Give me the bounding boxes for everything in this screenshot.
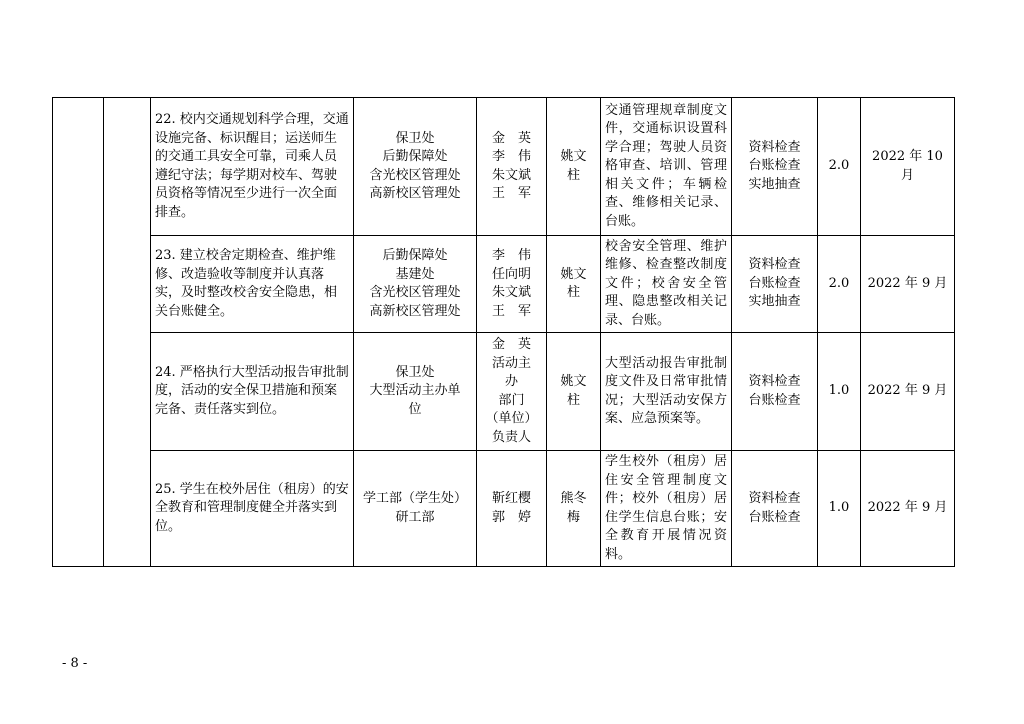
department-cell — [354, 451, 477, 567]
leader-cell-line: 靳红樱 — [491, 491, 531, 506]
table-row — [53, 333, 955, 451]
method-cell-line: 资料检查 — [748, 139, 801, 155]
method-cell-line: 台账检查 — [748, 275, 801, 291]
method-cell-line: 实地抽查 — [748, 294, 801, 310]
materials-cell-text: 交通管理规章制度文件，交通标识设置科学合理；驾驶人员资格审查、培训、管理相关文件；车辆检查、维修相关记录、台账。 — [605, 102, 727, 229]
deadline-cell-text: 2022 年 10 月 — [872, 149, 943, 183]
leader-cell-line: 部门 — [498, 392, 525, 408]
materials-cell — [601, 333, 732, 451]
score-cell — [818, 98, 861, 236]
department-cell — [354, 236, 477, 333]
owner-cell-line: 姚文 — [560, 149, 587, 164]
task-cell-text: 25. 学生在校外居住（租房）的安全教育和管理制度健全并落实到位。 — [155, 481, 349, 534]
category-cell — [53, 98, 104, 567]
method-cell — [732, 451, 818, 567]
owner-cell-line: 姚文 — [560, 374, 587, 389]
leader-cell-line: 李 伟 — [491, 248, 531, 263]
department-cell — [354, 98, 477, 236]
materials-cell — [601, 451, 732, 567]
department-cell-line: 位 — [408, 401, 422, 417]
department-cell-line: 大型活动主办单 — [369, 383, 461, 399]
owner-cell — [547, 333, 601, 451]
materials-cell-text: 校舍安全管理、维护维修、检查整改制度文件；校舍安全管理、隐患整改相关记录、台账。 — [605, 238, 727, 328]
owner-cell — [547, 451, 601, 567]
department-cell-line: 含光校区管理处 — [369, 167, 461, 183]
score-cell — [818, 451, 861, 567]
leader-cell-line: 郭 婷 — [491, 509, 531, 525]
department-cell — [354, 333, 477, 451]
department-cell-line: 含光校区管理处 — [369, 285, 461, 300]
deadline-cell-text: 2022 年 9 月 — [867, 383, 948, 399]
department-cell-line: 保卫处 — [395, 364, 435, 380]
method-cell — [732, 333, 818, 451]
method-cell-line: 资料检查 — [748, 374, 801, 389]
materials-cell-text: 学生校外（租房）居住安全管理制度文件；校外（租房）居住学生信息台账；安全教育开展情况资料。 — [605, 454, 727, 562]
deadline-cell — [861, 451, 955, 567]
owner-cell-line: 姚文 — [560, 266, 587, 282]
table-row — [53, 236, 955, 333]
leader-cell-line: 任向明 — [491, 266, 531, 282]
department-cell-line: 后勤保障处 — [382, 149, 448, 164]
owner-cell-line: 梅 — [566, 509, 580, 525]
leader-cell — [477, 333, 547, 451]
method-cell-line: 实地抽查 — [748, 176, 801, 192]
department-cell-line: 研工部 — [395, 509, 435, 525]
materials-cell — [601, 98, 732, 236]
leader-cell — [477, 451, 547, 567]
method-cell-line: 台账检查 — [748, 158, 801, 174]
table-row — [53, 451, 955, 567]
department-cell-line: 高新校区管理处 — [369, 186, 461, 201]
score-cell-text: 2.0 — [828, 158, 850, 174]
leader-cell-line: 王 军 — [491, 303, 531, 319]
owner-cell-line: 柱 — [566, 167, 580, 183]
leader-cell-line: 朱文斌 — [491, 167, 531, 183]
department-cell-line: 后勤保障处 — [382, 248, 448, 263]
subcategory-cell — [104, 98, 151, 567]
leader-cell-line: 金 英 — [491, 130, 531, 146]
score-cell — [818, 333, 861, 451]
task-cell — [151, 236, 354, 333]
method-cell — [732, 98, 818, 236]
method-cell — [732, 236, 818, 333]
leader-cell — [477, 236, 547, 333]
owner-cell-line: 熊冬 — [560, 491, 587, 506]
leader-cell-line: 金 英 — [491, 337, 531, 352]
owner-cell-line: 柱 — [566, 285, 580, 300]
leader-cell-line: （单位） — [485, 411, 538, 426]
score-cell-text: 1.0 — [828, 383, 850, 399]
leader-cell-line: 活动主 — [491, 355, 531, 371]
department-cell-line: 基建处 — [395, 266, 435, 282]
deadline-cell-text: 2022 年 9 月 — [867, 500, 948, 516]
method-cell-line: 资料检查 — [748, 257, 801, 273]
deadline-cell — [861, 236, 955, 333]
task-cell — [151, 451, 354, 567]
owner-cell-line: 柱 — [566, 392, 580, 408]
evaluation-table — [52, 97, 955, 567]
materials-cell — [601, 236, 732, 333]
task-cell-text: 24. 严格执行大型活动报告审批制度，活动的安全保卫措施和预案完备、责任落实到位。 — [155, 364, 349, 417]
method-cell-line: 台账检查 — [748, 392, 801, 408]
score-cell-text: 2.0 — [828, 275, 850, 291]
materials-cell-text: 大型活动报告审批制度文件及日常审批情况；大型活动安保方案、应急预案等。 — [605, 355, 727, 426]
task-cell — [151, 98, 354, 236]
leader-cell-line: 负责人 — [491, 429, 531, 445]
department-cell-line: 高新校区管理处 — [369, 303, 461, 319]
owner-cell — [547, 98, 601, 236]
leader-cell-line: 办 — [504, 374, 518, 389]
method-cell-line: 台账检查 — [748, 509, 801, 525]
task-cell-text: 22. 校内交通规划科学合理，交通设施完备、标识醒目；运送师生的交通工具安全可靠，司乘人员遵纪守法；每学期对校车、驾驶员资格等情况至少进行一次全面排查。 — [155, 112, 349, 220]
department-cell-line: 学工部（学生处） — [362, 491, 467, 506]
department-cell-line: 保卫处 — [395, 130, 435, 146]
task-cell — [151, 333, 354, 451]
method-cell-line: 资料检查 — [748, 491, 801, 506]
score-cell-text: 1.0 — [828, 500, 850, 516]
leader-cell — [477, 98, 547, 236]
leader-cell-line: 李 伟 — [491, 149, 531, 164]
owner-cell — [547, 236, 601, 333]
leader-cell-line: 朱文斌 — [491, 285, 531, 300]
table-row — [53, 98, 955, 236]
page-number: - 8 - — [62, 656, 88, 671]
task-cell-text: 23. 建立校舍定期检查、维护维修、改造验收等制度并认真落实，及时整改校舍安全隐患，相关台账健全。 — [155, 248, 338, 319]
leader-cell-line: 王 军 — [491, 186, 531, 201]
deadline-cell-text: 2022 年 9 月 — [867, 275, 948, 291]
deadline-cell — [861, 333, 955, 451]
score-cell — [818, 236, 861, 333]
deadline-cell — [861, 98, 955, 236]
